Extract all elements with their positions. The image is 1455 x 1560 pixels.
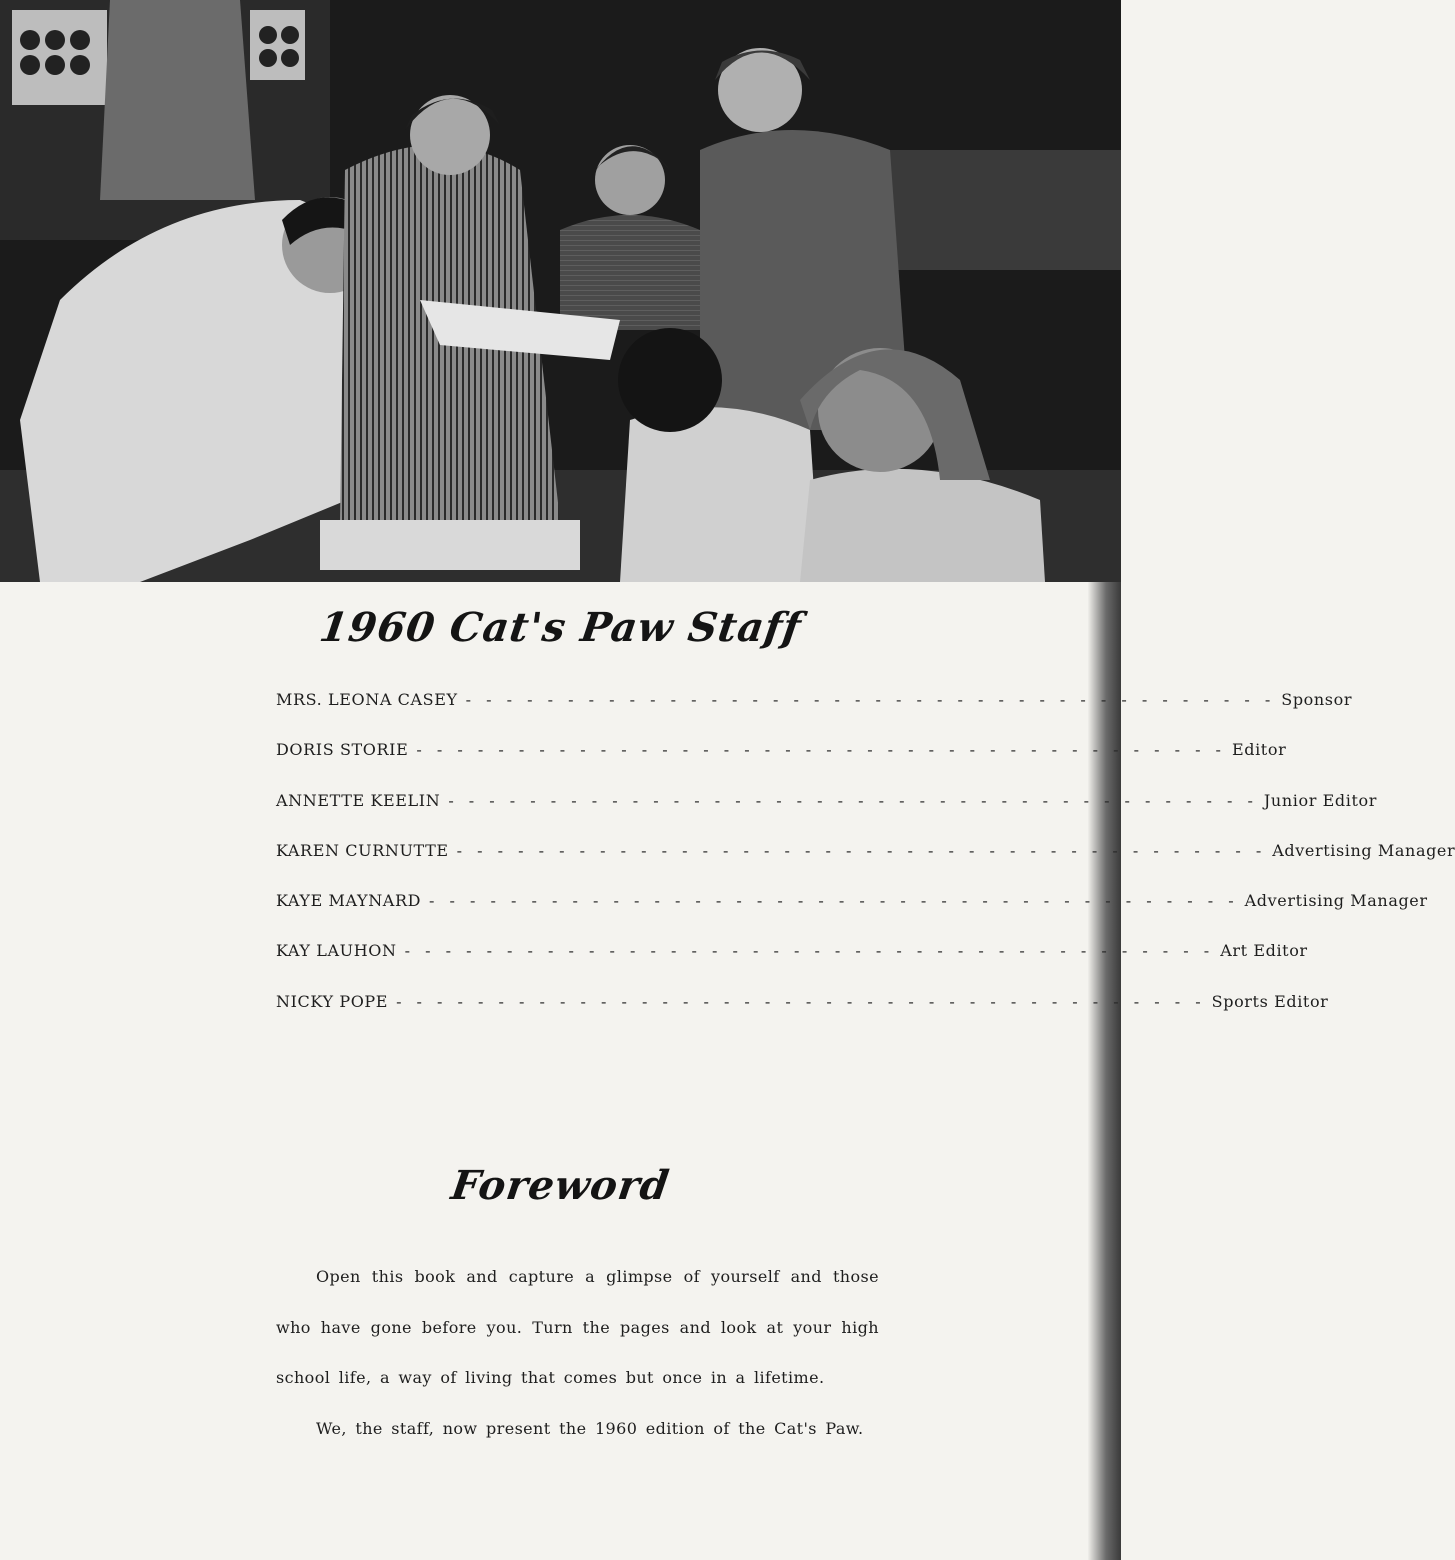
foreword-paragraph: We, the staff, now present the 1960 edition of the Cat's Paw. (316, 1418, 864, 1438)
staff-role: Art Editor (1220, 941, 1308, 961)
staff-name: KAREN CURNUTTE (276, 840, 449, 860)
foreword-heading: Foreword (448, 1162, 673, 1209)
staff-row (276, 690, 1353, 740)
staff-role: Sports Editor (1211, 991, 1329, 1011)
staff-row (276, 891, 1428, 941)
staff-row (276, 991, 1329, 1042)
foreword-paragraph: Open this book and capture a glimpse of yourself and those who have gone before you. Turn the pages and look at your high school life, a way of living that comes but once in a lifetime. (276, 1267, 879, 1387)
staff-name: KAYE MAYNARD (276, 891, 422, 911)
staff-group-photo (0, 0, 1121, 582)
dot-leader: - - - - - - - - - - - - - - - - - - - - - - - - - - - - - - - - - - - - - - - - (404, 941, 1215, 961)
staff-name: ANNETTE KEELIN (276, 790, 441, 810)
dot-leader: - - - - - - - - - - - - - - - - - - - - - - - - - - - - - - - - - - - - - - - - (396, 991, 1206, 1011)
staff-role: Advertising Manager (1272, 840, 1455, 860)
staff-name: DORIS STORIE (276, 740, 409, 760)
dot-leader: - - - - - - - - - - - - - - - - - - - - - - - - - - - - - - - - - - - - - - - - (456, 840, 1267, 860)
foreword-text (276, 1252, 879, 1454)
staff-list (276, 690, 1455, 1042)
staff-row (276, 941, 1308, 991)
staff-name: KAY LAUHON (276, 941, 397, 961)
page-binding-shadow (1088, 582, 1121, 1560)
staff-role: Editor (1231, 740, 1287, 760)
staff-row (276, 790, 1377, 841)
staff-heading: 1960 Cat's Paw Staff (316, 604, 805, 651)
staff-name: MRS. LEONA CASEY (276, 690, 458, 709)
dot-leader: - - - - - - - - - - - - - - - - - - - - - - - - - - - - - - - - - - - - - - - - (429, 891, 1239, 911)
dot-leader: - - - - - - - - - - - - - - - - - - - - - - - - - - - - - - - - - - - - - - - - (448, 790, 1258, 810)
staff-row (276, 840, 1455, 891)
dot-leader: - - - - - - - - - - - - - - - - - - - - - - - - - - - - - - - - - - - - - - - - (416, 740, 1226, 760)
dot-leader: - - - - - - - - - - - - - - - - - - - - - - - - - - - - - - - - - - - - - - - - (465, 690, 1276, 709)
staff-name: NICKY POPE (276, 991, 389, 1011)
staff-role: Advertising Manager (1244, 891, 1428, 911)
staff-role: Junior Editor (1263, 790, 1377, 810)
staff-row (276, 740, 1287, 790)
staff-role: Sponsor (1281, 690, 1353, 709)
